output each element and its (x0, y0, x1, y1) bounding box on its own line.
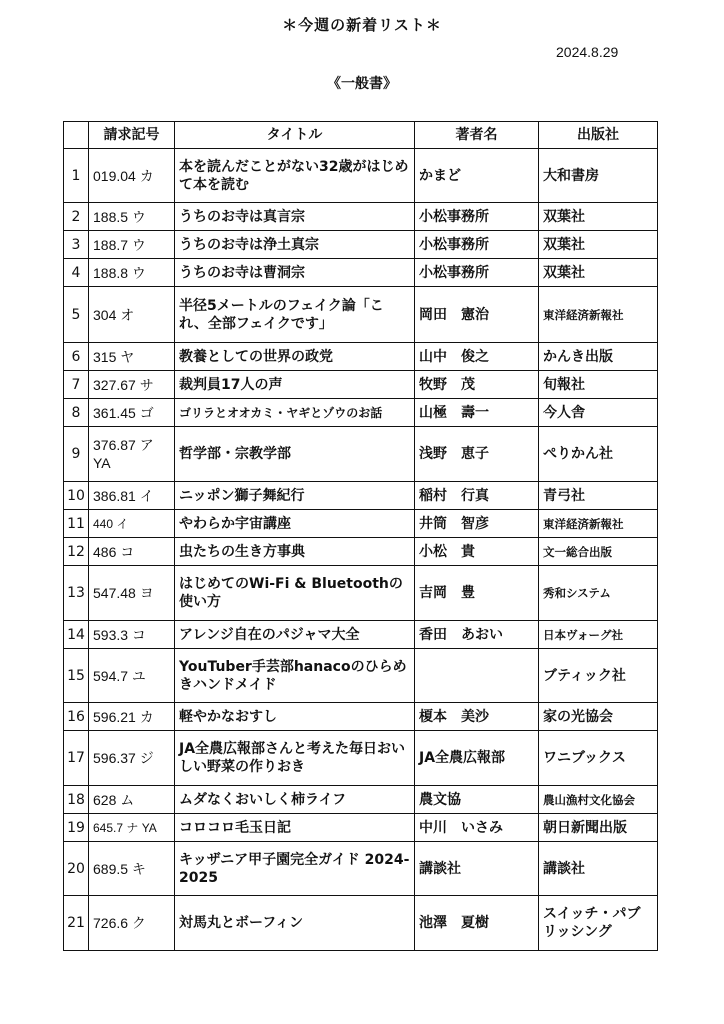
publisher-cell: 大和書房 (539, 149, 658, 203)
table-row (64, 566, 658, 621)
call-number-cell: 596.21 カ (89, 703, 175, 731)
publisher-cell: 双葉社 (539, 259, 658, 287)
row-number: 6 (64, 343, 89, 371)
table-row (64, 510, 658, 538)
author-cell: 榎本 美沙 (415, 703, 539, 731)
table-row (64, 842, 658, 896)
call-number-cell: 689.5 キ (89, 842, 175, 896)
row-number: 4 (64, 259, 89, 287)
author-cell: 講談社 (415, 842, 539, 896)
row-number: 20 (64, 842, 89, 896)
publisher-cell: 東洋経済新報社 (539, 287, 658, 343)
row-number: 14 (64, 621, 89, 649)
title-cell: 虫たちの生き方事典 (175, 538, 415, 566)
author-cell: JA全農広報部 (415, 731, 539, 786)
table-row (64, 482, 658, 510)
author-cell: 牧野 茂 (415, 371, 539, 399)
publisher-cell: 青弓社 (539, 482, 658, 510)
title-cell: 半径5メートルのフェイク論「これ、全部フェイクです」 (175, 287, 415, 343)
title-cell: ゴリラとオオカミ・ヤギとゾウのお話 (175, 399, 415, 427)
call-number-cell: 304 オ (89, 287, 175, 343)
call-number-cell: 188.8 ウ (89, 259, 175, 287)
page-title: ＊今週の新着リスト＊ (282, 16, 442, 34)
author-cell: かまど (415, 149, 539, 203)
call-number-cell: 628 ム (89, 786, 175, 814)
table-row (64, 399, 658, 427)
publisher-cell: 朝日新聞出版 (539, 814, 658, 842)
col-header-publisher: 出版社 (539, 122, 658, 149)
table-row (64, 731, 658, 786)
title-cell: 対馬丸とボーフィン (175, 896, 415, 951)
table-row (64, 259, 658, 287)
call-number-cell: 596.37 ジ (89, 731, 175, 786)
col-header-title: タイトル (175, 122, 415, 149)
title-cell: はじめてのWi-Fi & Bluetoothの使い方 (175, 566, 415, 621)
call-number-cell: 486 コ (89, 538, 175, 566)
author-cell: 小松事務所 (415, 231, 539, 259)
table-row (64, 149, 658, 203)
table-row (64, 896, 658, 951)
table-row (64, 231, 658, 259)
publisher-cell: ワニブックス (539, 731, 658, 786)
title-cell: YouTuber手芸部hanacoのひらめきハンドメイド (175, 649, 415, 703)
title-cell: コロコロ毛玉日記 (175, 814, 415, 842)
title-cell: 教養としての世界の政党 (175, 343, 415, 371)
author-cell: 小松 貴 (415, 538, 539, 566)
title-cell: 哲学部・宗教学部 (175, 427, 415, 482)
title-cell: ムダなくおいしく柿ライフ (175, 786, 415, 814)
row-number: 19 (64, 814, 89, 842)
title-cell: 軽やかなおすし (175, 703, 415, 731)
title-cell: やわらか宇宙講座 (175, 510, 415, 538)
author-cell: 山極 壽一 (415, 399, 539, 427)
call-number-cell: 188.5 ウ (89, 203, 175, 231)
new-arrivals-table (63, 121, 658, 951)
author-cell: 稲村 行真 (415, 482, 539, 510)
call-number-cell: 440 イ (89, 510, 175, 538)
table-row (64, 287, 658, 343)
title-cell: うちのお寺は曹洞宗 (175, 259, 415, 287)
publisher-cell: かんき出版 (539, 343, 658, 371)
author-cell: 農文協 (415, 786, 539, 814)
table-row (64, 786, 658, 814)
row-number: 11 (64, 510, 89, 538)
table-row (64, 649, 658, 703)
row-number: 1 (64, 149, 89, 203)
publisher-cell: 日本ヴォーグ社 (539, 621, 658, 649)
publisher-cell: 秀和システム (539, 566, 658, 621)
publisher-cell: 家の光協会 (539, 703, 658, 731)
col-header-call-number: 請求記号 (89, 122, 175, 149)
publisher-cell: ブティック社 (539, 649, 658, 703)
author-cell: 小松事務所 (415, 259, 539, 287)
title-cell: キッザニア甲子園完全ガイド 2024-2025 (175, 842, 415, 896)
author-cell: 井筒 智彦 (415, 510, 539, 538)
row-number: 5 (64, 287, 89, 343)
title-cell: 本を読んだことがない32歳がはじめて本を読む (175, 149, 415, 203)
call-number-cell: 593.3 コ (89, 621, 175, 649)
row-number: 15 (64, 649, 89, 703)
call-number-cell: 315 ヤ (89, 343, 175, 371)
row-number: 9 (64, 427, 89, 482)
col-header-author: 著者名 (415, 122, 539, 149)
table-row (64, 621, 658, 649)
publisher-cell: ぺりかん社 (539, 427, 658, 482)
title-cell: アレンジ自在のパジャマ大全 (175, 621, 415, 649)
author-cell: 岡田 憲治 (415, 287, 539, 343)
publisher-cell: 今人舎 (539, 399, 658, 427)
table-row (64, 703, 658, 731)
author-cell: 吉岡 豊 (415, 566, 539, 621)
title-cell: ニッポン獅子舞紀行 (175, 482, 415, 510)
author-cell: 中川 いさみ (415, 814, 539, 842)
row-number: 17 (64, 731, 89, 786)
call-number-cell: 019.04 カ (89, 149, 175, 203)
author-cell: 香田 あおい (415, 621, 539, 649)
publisher-cell: 講談社 (539, 842, 658, 896)
table-row (64, 371, 658, 399)
table-row (64, 203, 658, 231)
call-number-cell: 327.67 サ (89, 371, 175, 399)
section-heading: 《一般書》 (327, 76, 397, 92)
row-number: 10 (64, 482, 89, 510)
author-cell: 池澤 夏樹 (415, 896, 539, 951)
call-number-cell: 188.7 ウ (89, 231, 175, 259)
title-cell: うちのお寺は浄土真宗 (175, 231, 415, 259)
publisher-cell: 東洋経済新報社 (539, 510, 658, 538)
row-number: 7 (64, 371, 89, 399)
call-number-cell: 361.45 ゴ (89, 399, 175, 427)
call-number-cell: 386.81 イ (89, 482, 175, 510)
call-number-cell: 594.7 ユ (89, 649, 175, 703)
publisher-cell: 双葉社 (539, 231, 658, 259)
row-number: 13 (64, 566, 89, 621)
list-date: 2024.8.29 (556, 44, 619, 60)
call-number-cell: 547.48 ヨ (89, 566, 175, 621)
author-cell: 浅野 恵子 (415, 427, 539, 482)
publisher-cell: 農山漁村文化協会 (539, 786, 658, 814)
row-number: 16 (64, 703, 89, 731)
author-cell: 小松事務所 (415, 203, 539, 231)
call-number-cell: 376.87 ア YA (89, 427, 175, 482)
author-cell (415, 649, 539, 703)
call-number-cell: 726.6 ク (89, 896, 175, 951)
table-row (64, 427, 658, 482)
call-number-cell: 645.7 ナ YA (89, 814, 175, 842)
table-row (64, 343, 658, 371)
row-number: 8 (64, 399, 89, 427)
title-cell: 裁判員17人の声 (175, 371, 415, 399)
col-header-number (64, 122, 89, 149)
row-number: 21 (64, 896, 89, 951)
row-number: 12 (64, 538, 89, 566)
table-row (64, 814, 658, 842)
title-cell: JA全農広報部さんと考えた毎日おいしい野菜の作りおき (175, 731, 415, 786)
row-number: 3 (64, 231, 89, 259)
author-cell: 山中 俊之 (415, 343, 539, 371)
publisher-cell: 旬報社 (539, 371, 658, 399)
publisher-cell: 文一総合出版 (539, 538, 658, 566)
table-header-row (64, 122, 658, 149)
row-number: 18 (64, 786, 89, 814)
table-row (64, 538, 658, 566)
row-number: 2 (64, 203, 89, 231)
title-cell: うちのお寺は真言宗 (175, 203, 415, 231)
publisher-cell: スイッチ・パブリッシング (539, 896, 658, 951)
publisher-cell: 双葉社 (539, 203, 658, 231)
